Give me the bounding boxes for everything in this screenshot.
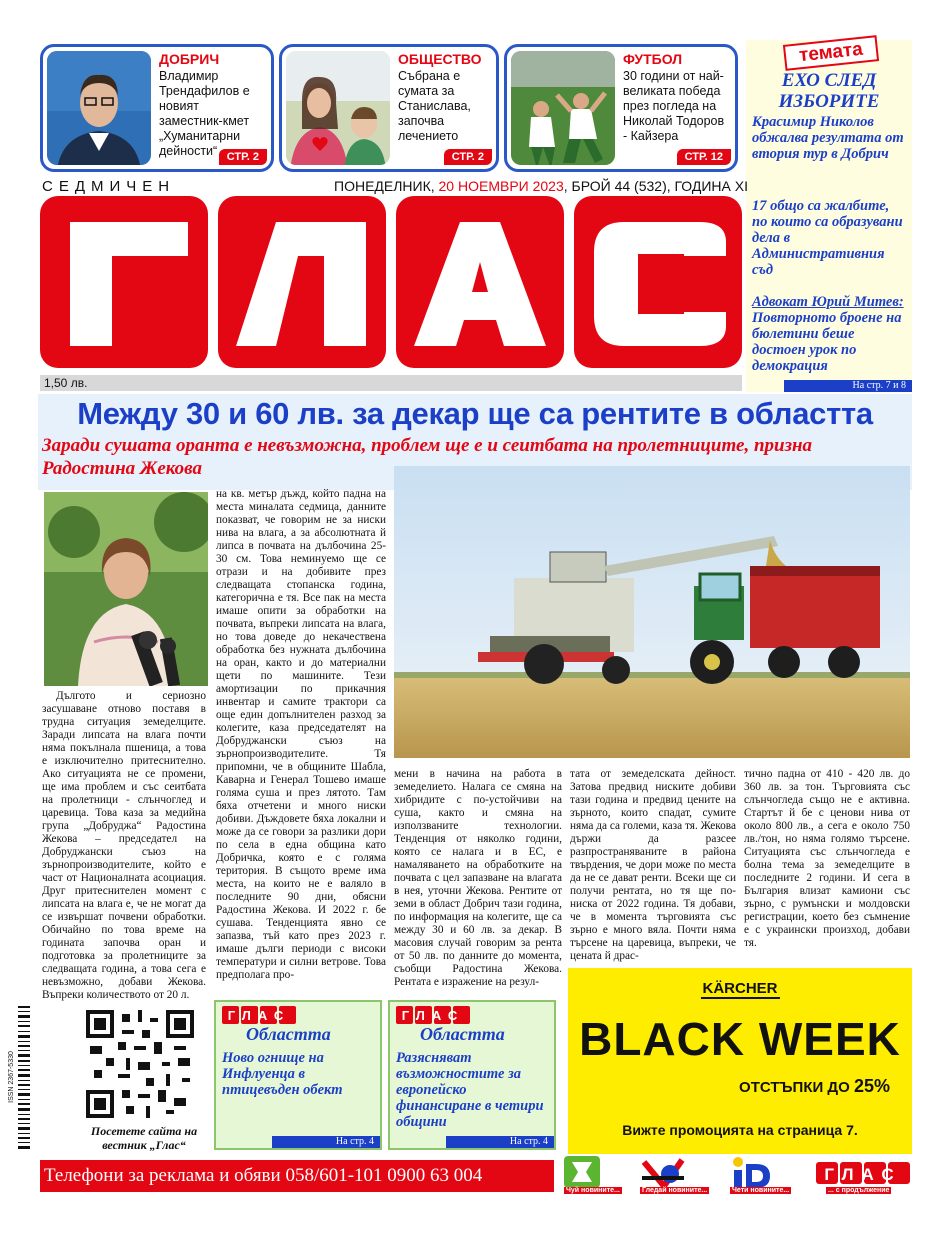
- article-text: тата от земеделската дейност. Затова предвид ниските добиви тази година и предвид цените на зърното, които спадат, сумите няма да са големи, каза тя. Жекова държи да разсее разпространяваните в района твърдения, че дори може по места да не се дават ренти. Всеки ще си получи рентата, но тя ще по-ниска от 2022 година. Тя добави, че в момента търговията със зърно е много вяла. Почти няма търсене на царевица, въпреки, че цената й драс-: [570, 768, 736, 962]
- ad-brand-text: KÄRCHER: [702, 980, 778, 997]
- theme-paragraph: [752, 294, 908, 374]
- teaser-text: Владимир Трендафилов е новият заместник-кмет „Хуманитарни дейности“: [159, 69, 250, 158]
- promo-text: Разясняват възможностите за европейско финансиране в четири общини: [396, 1050, 544, 1130]
- theme-quote: Повторното броене на бюлетини беше достоен урок по демокрация: [752, 310, 902, 374]
- theme-box[interactable]: [746, 40, 912, 392]
- advertising-phones: Телефони за реклама и обяви 058/601-101 0900 63 004: [40, 1160, 554, 1192]
- article-text: на кв. метър дъжд, който падна на места миналата седмица, данните показват, че говорим не за ниски нива на влага, а за абсолютната й липса в почвата на дълбочина 25-30 см. Това неминуемо ще се отрази и на добивите през следващата стопанска година, категорична е тя. Все пак на места имаше опити за обработки на почвата, въпреки липсата на влага, но това доведе до некачествена обработка без нужната дълбочина на оран, както и до материални щети по машините. Тези амортизации по прикачния инвентар и самите трактори са още един допълнителен разход за колегите, каза председателят на Добруджански съюз на зърнопроизводителите. Тя припомни, че в общините Шабла, Каварна и Генерал Тошево имаше голяма суша и през лятото. Там бяха отчетени и много ниски добиви. Дъждовете бяха локални и може да се говори за разлики дори по села в една община като Добричка, която е с голяма територия. В същото време има места, на които не е валяло в последните 90 дни, обясни Радостина Жекова. И 2022 г. бе сушава. Тенденцията явно се запазва, тъй като през 2023 г. имаше дълги периоди с високи температури и силни ветрове. Това предполага про-: [216, 488, 386, 981]
- theme-paragraph: 17 общо са жалбите, по които са образувани дела в Административния съд: [752, 198, 903, 278]
- article-column-5: [744, 768, 910, 950]
- watch-news-caption: Гледай новините...: [642, 1187, 708, 1194]
- theme-tag: темата: [783, 35, 879, 71]
- promo-page-ref: На стр. 4: [446, 1136, 554, 1148]
- theme-quote-author: Адвокат Юрий Митев:: [752, 294, 904, 310]
- teaser-category: ФУТБОЛ: [623, 51, 683, 67]
- ad-title: BLACK WEEK: [579, 1013, 901, 1065]
- article-column-4: [570, 768, 736, 963]
- price-bar: [40, 375, 742, 391]
- dateline-day: ПОНЕДЕЛНИК,: [334, 178, 435, 194]
- teaser-page: СТР. 12: [677, 149, 731, 165]
- weekly-label: СЕДМИЧЕН: [42, 178, 176, 195]
- glas-continued-caption: ... с продължение: [828, 1187, 890, 1194]
- teaser-text: Събрана е сумата за Станислава, започва лечението: [398, 69, 471, 143]
- ad-discount-prefix: ОТСТЪПКИ ДО: [739, 1079, 850, 1096]
- politician-photo: [47, 51, 151, 165]
- interviewee-photo: [44, 492, 208, 686]
- teaser-dobrich[interactable]: [40, 44, 274, 172]
- teaser-text: 30 години от най-великата победа през погледа на Николай Тодоров - Кайзера: [623, 69, 725, 143]
- glas-mini-logo-text: ГЛАС: [227, 1008, 291, 1023]
- issn-text: ISSN 2367-5330: [8, 1051, 15, 1103]
- article-column-3: [394, 768, 562, 989]
- ad-discount: [739, 1076, 890, 1097]
- price: 1,50 лв.: [44, 376, 88, 390]
- promo-text: Ново огнище на Инфлуенца в птицевъден обект: [222, 1050, 343, 1098]
- theme-paragraph: Красимир Николов обжалва резултата от втория тур в Добрич: [752, 114, 904, 162]
- theme-page-ref: На стр. 7 и 8: [784, 380, 912, 392]
- teaser-page: СТР. 2: [444, 149, 492, 165]
- article-text: тично падна от 410 - 420 лв. до 360 лв. за тон. Търговията със слънчогледа също не е активна. Стартът й бе с ценови нива от около 800 лв., а сега е около 750 лв./тон, но няма голямо търсене. Ситуацията със слънчогледа е болна тема за земеделците в последните 2 години. И сега в България влизат камиони със зърно, с румънски и молдовски регистрации, което без съмнение е с украински произход, добави тя.: [744, 768, 910, 949]
- promo-section: Областта: [420, 1024, 505, 1044]
- logo-text: ГЛАС: [391, 296, 394, 297]
- article-text: мени в начина на работа в земеделието. Налага се смяна на хибридите с по-устойчиви на суша, както и смяна на използваните технологии. Тенденция от няколко години, която се налага и в ЕС, е намаляването на обработките на почвата с цел запазване на влагата в нея, уточни Жекова. Рентите от земи в област Добрич тази година, по информация на колегите, ще са между 30 и 60 лв. за декар. В масовия случай говорим за рента от 50 лв. по данните до момента, съобщи Радостина Жекова. Рентата е изражение на резул-: [394, 768, 562, 988]
- dateline: [334, 178, 748, 194]
- listen-news-caption: Чуй новините...: [566, 1187, 620, 1194]
- qr-caption: Посетете сайта на вестник „Глас“: [90, 1124, 198, 1152]
- main-headline[interactable]: Между 30 и 60 лв. за декар ще са рентите в областта: [77, 396, 873, 431]
- dateline-issue: , БРОЙ 44 (532), ГОДИНА XI: [563, 178, 748, 194]
- ad-brand: [568, 980, 912, 997]
- teaser-society[interactable]: [279, 44, 499, 172]
- football-photo: [511, 51, 615, 165]
- issn-barcode: [4, 1002, 30, 1152]
- teaser-football[interactable]: [504, 44, 738, 172]
- karcher-advert[interactable]: [568, 968, 912, 1154]
- ad-discount-value: 25%: [853, 1076, 890, 1096]
- teaser-category: ОБЩЕСТВО: [398, 51, 482, 67]
- glas-continued-logo-text: ГЛАС: [824, 1165, 902, 1184]
- website-qr-code[interactable]: [86, 1010, 194, 1118]
- glas-mini-logo-text: ГЛАС: [401, 1008, 465, 1023]
- glas-mini-logo: [222, 1006, 296, 1024]
- glas-mini-logo: [396, 1006, 470, 1024]
- promo-box-influenza[interactable]: [214, 1000, 382, 1150]
- sub-headline: Заради сушата оранта е невъзможна, проблем ще е и сеитбата на пролетниците, призна Радостина Жекова: [42, 435, 813, 479]
- dateline-date: 20 НОЕМВРИ 2023: [438, 178, 564, 194]
- promo-box-funding[interactable]: [388, 1000, 556, 1150]
- ad-note: Вижте промоцията на страница 7.: [622, 1122, 858, 1138]
- article-text: Дългото и сериозно засушаване отново поставя в трудна ситуация земеделците. Заради липсата на влага почти няма покълнала пшеница, а това е изключително притеснително. Ако ситуацията не се промени, ще има проблем и със сеитбата на пролетници - слънчоглед и царевица. Това каза за медийна група „Добруджа“ Радостина Жекова – председател на Добруджански съюз на зърнопроизводителите, който е част от Националната асоциация. Друг притеснителен момент с липсата на влага е, че не могат да се извършат почвени обработки. Обичайно по това време на годината започва оран и подготовка за пролетниците за следващата година, а това сега е невъзможно, добави Жекова. Въпреки количеството от 20 л.: [42, 690, 206, 1001]
- promo-page-ref: На стр. 4: [272, 1136, 380, 1148]
- teaser-category: ДОБРИЧ: [159, 51, 220, 67]
- promo-section: Областта: [246, 1024, 331, 1044]
- family-photo: [286, 51, 390, 165]
- article-column-2: [216, 488, 386, 982]
- combine-harvester-photo: [394, 466, 910, 758]
- newspaper-logo: [40, 196, 742, 368]
- theme-title: ЕХО СЛЕД ИЗБОРИТЕ: [778, 70, 880, 112]
- article-column-1: [42, 690, 206, 1002]
- read-news-caption: Чети новините...: [732, 1187, 790, 1194]
- teaser-page: СТР. 2: [219, 149, 267, 165]
